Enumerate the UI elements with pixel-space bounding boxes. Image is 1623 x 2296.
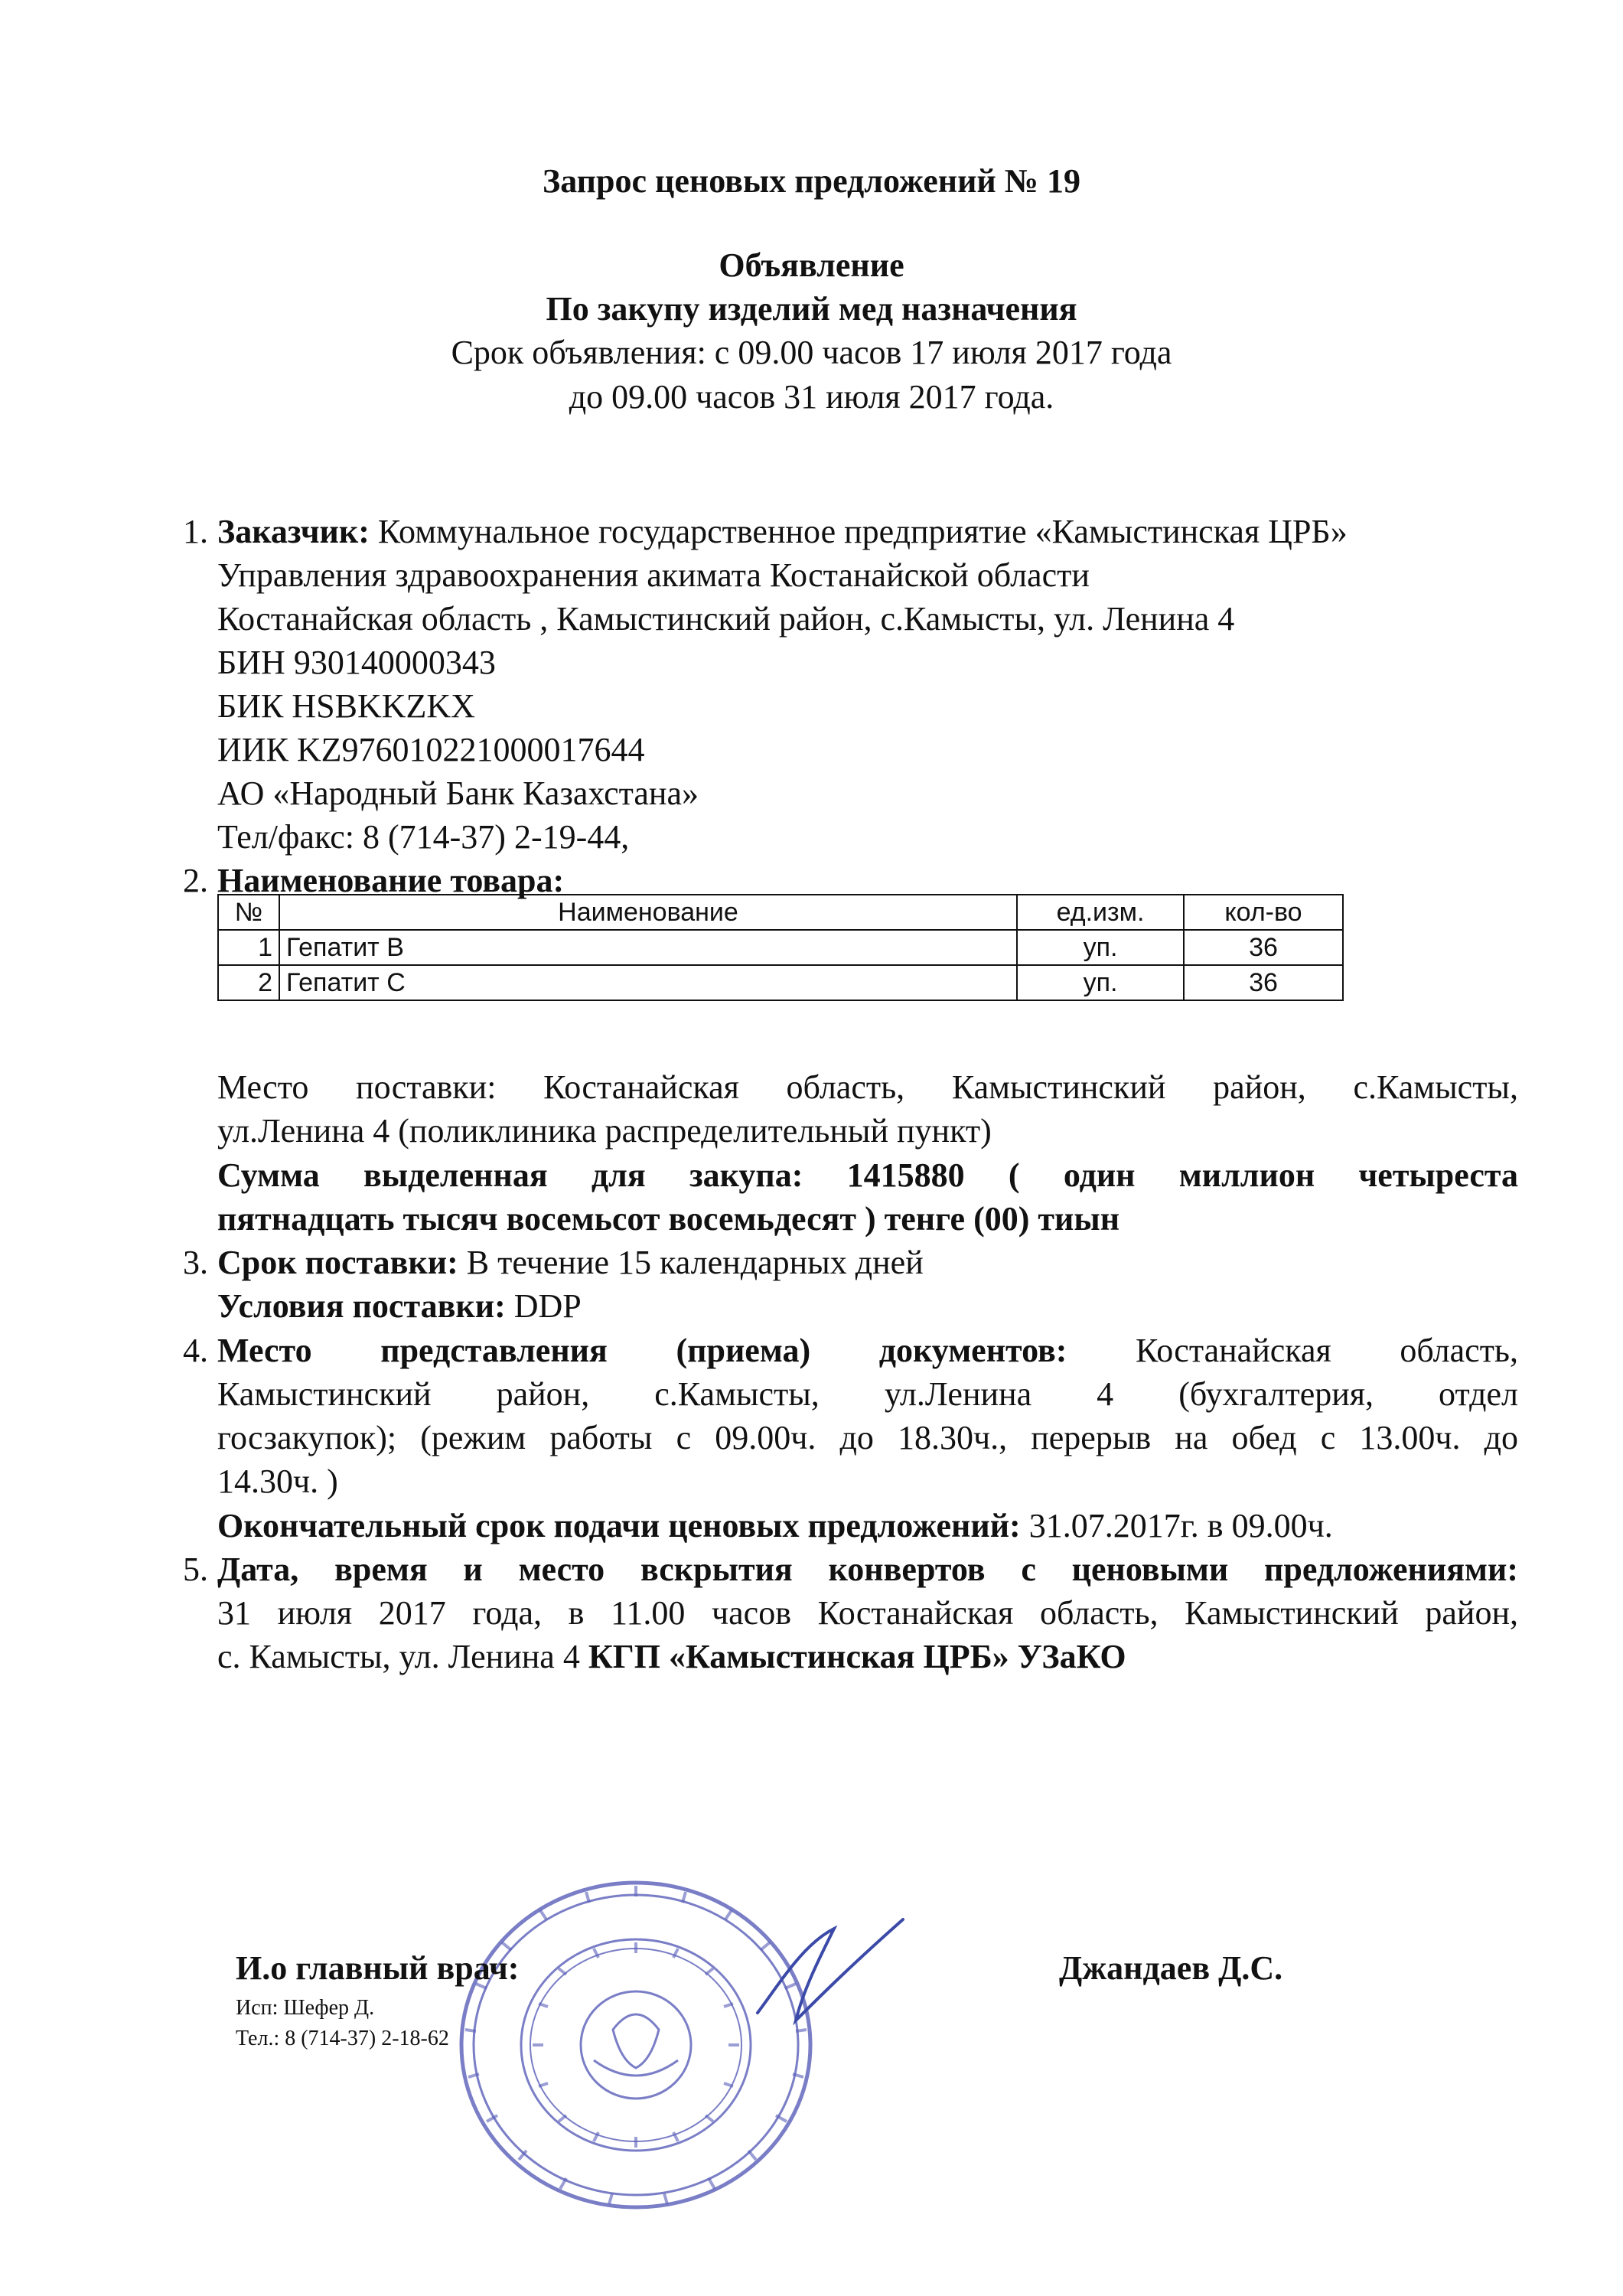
item-number-1: 1. bbox=[183, 513, 208, 550]
documents-line3: госзакупок); (режим работы с 09.00ч. до 18.30ч., перерыв на обед с 13.00ч. до bbox=[217, 1419, 1518, 1456]
column-header-unit: ед.изм. bbox=[1017, 895, 1184, 930]
table-row bbox=[218, 965, 1343, 1000]
delivery-place-line1: Место поставки: Костанайская область, Камыстинский район, с.Камысты, bbox=[217, 1068, 1518, 1106]
executor-name: Исп: Шефер Д. bbox=[236, 1996, 375, 2020]
documents-label: Место представления (приема) документов: bbox=[217, 1332, 1067, 1369]
customer-bik: БИК HSBKKZKX bbox=[217, 687, 475, 725]
goods-label: Наименование товара: bbox=[217, 862, 565, 899]
delivery-conditions-label: Условия поставки: bbox=[217, 1287, 506, 1325]
item-number-4: 4. bbox=[183, 1332, 208, 1369]
signatory-position: И.о главный врач: bbox=[236, 1949, 520, 1987]
announcement-heading: Объявление bbox=[719, 246, 904, 284]
opening-label: Дата, время и место вскрытия конвертов с ценовыми предложениями: bbox=[217, 1551, 1518, 1588]
announcement-period-start: Срок объявления: с 09.00 часов 17 июля 2017 года bbox=[451, 334, 1172, 371]
table-header-row bbox=[218, 895, 1343, 930]
budget-line2: пятнадцать тысяч восемьсот восемьдесят ) тенге (00) тиын bbox=[217, 1200, 1120, 1238]
row-unit: уп. bbox=[1017, 965, 1184, 1000]
delivery-term-value: В течение 15 календарных дней bbox=[458, 1244, 924, 1281]
customer-name: Коммунальное государственное предприятие «Камыстинская ЦРБ» bbox=[369, 513, 1348, 550]
goods-table bbox=[217, 894, 1344, 1001]
customer-ministry: Управления здравоохранения акимата Костанайской области bbox=[217, 556, 1090, 594]
document-title: Запрос ценовых предложений № 19 bbox=[543, 162, 1080, 200]
row-number: 2 bbox=[218, 965, 279, 1000]
row-name: Гепатит С bbox=[279, 965, 1017, 1000]
customer-line bbox=[217, 510, 1348, 553]
announcement-period-end: до 09.00 часов 31 июля 2017 года. bbox=[569, 378, 1054, 416]
handwritten-signature bbox=[750, 1913, 918, 2036]
submission-deadline-label: Окончательный срок подачи ценовых предложений: bbox=[217, 1507, 1021, 1544]
delivery-place-line2: ул.Ленина 4 (поликлиника распределительный пункт) bbox=[217, 1112, 992, 1150]
subject-heading: По закупу изделий мед назначения bbox=[546, 290, 1077, 328]
opening-line2: 31 июля 2017 года, в 11.00 часов Костанайская область, Камыстинский район, bbox=[217, 1594, 1518, 1632]
customer-label: Заказчик: bbox=[217, 513, 370, 550]
customer-bank: АО «Народный Банк Казахстана» bbox=[217, 775, 699, 812]
budget-line1: Сумма выделенная для закупа: 1415880 ( один миллион четыреста bbox=[217, 1156, 1518, 1194]
signatory-name: Джандаев Д.С. bbox=[1059, 1949, 1283, 1987]
row-name: Гепатит В bbox=[279, 930, 1017, 965]
column-header-number: № bbox=[218, 895, 279, 930]
documents-line1 bbox=[217, 1329, 1518, 1372]
row-number: 1 bbox=[218, 930, 279, 965]
opening-organization: КГП «Камыстинская ЦРБ» УЗаКО bbox=[588, 1638, 1126, 1675]
item-number-2: 2. bbox=[183, 862, 208, 899]
delivery-conditions-value: DDP bbox=[505, 1287, 582, 1325]
delivery-term-label: Срок поставки: bbox=[217, 1244, 458, 1281]
submission-deadline-line bbox=[217, 1504, 1333, 1548]
item-number-3: 3. bbox=[183, 1244, 208, 1281]
row-quantity: 36 bbox=[1184, 965, 1343, 1000]
row-unit: уп. bbox=[1017, 930, 1184, 965]
executor-phone: Тел.: 8 (714-37) 2-18-62 bbox=[236, 2027, 449, 2050]
delivery-conditions-line bbox=[217, 1284, 582, 1328]
submission-deadline-value: 31.07.2017г. в 09.00ч. bbox=[1020, 1507, 1333, 1544]
row-quantity: 36 bbox=[1184, 930, 1343, 965]
delivery-term-line bbox=[217, 1241, 924, 1284]
customer-phone: Тел/факс: 8 (714-37) 2-19-44, bbox=[217, 818, 630, 856]
opening-line3 bbox=[217, 1635, 1126, 1678]
customer-address: Костанайская область , Камыстинский район, с.Камысты, ул. Ленина 4 bbox=[217, 600, 1235, 638]
item-number-5: 5. bbox=[183, 1551, 208, 1588]
customer-iik: ИИК KZ976010221000017644 bbox=[217, 731, 645, 768]
opening-address: с. Камысты, ул. Ленина 4 bbox=[217, 1638, 588, 1675]
customer-bin: БИН 930140000343 bbox=[217, 644, 496, 681]
column-header-name: Наименование bbox=[279, 895, 1017, 930]
table-row bbox=[218, 930, 1343, 965]
documents-line2: Камыстинский район, с.Камысты, ул.Ленина 4 (бухгалтерия, отдел bbox=[217, 1375, 1518, 1413]
column-header-quantity: кол-во bbox=[1184, 895, 1343, 930]
documents-value: Костанайская область, bbox=[1067, 1332, 1518, 1369]
documents-line4: 14.30ч. ) bbox=[217, 1463, 338, 1500]
